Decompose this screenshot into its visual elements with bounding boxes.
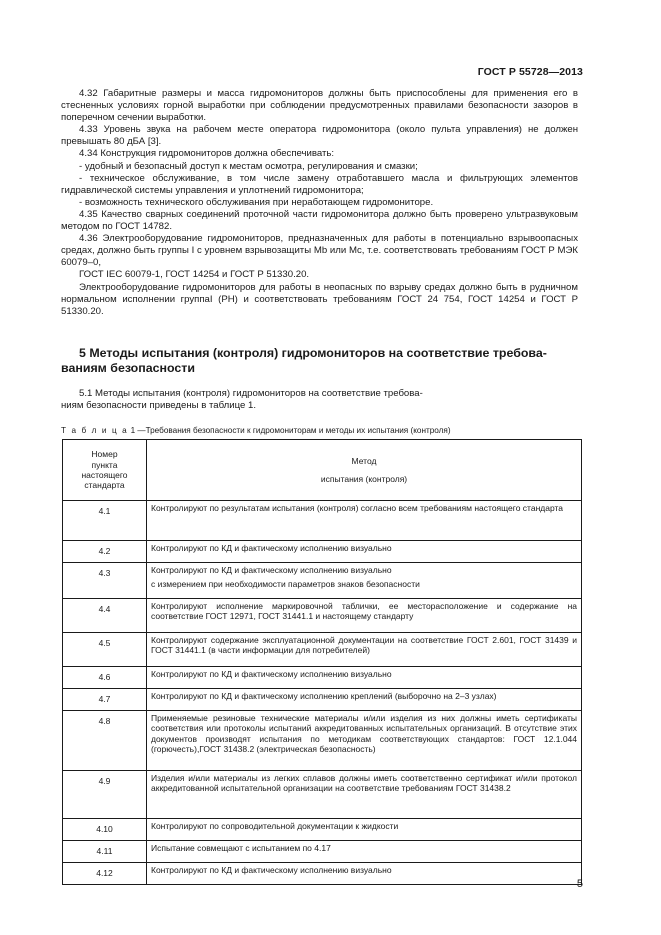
table-row bbox=[63, 689, 582, 711]
table-body bbox=[63, 501, 582, 885]
row-clause-number: 4.10 bbox=[63, 819, 147, 841]
list-item-idle-service: - возможность технического обслуживания при неработающем гидромониторе. bbox=[79, 196, 434, 208]
row-clause-number: 4.4 bbox=[63, 599, 147, 633]
method-line: Контролируют исполнение маркировочной таблички, ее месторасположение и содержание на соответствие ГОСТ 12971, ГОСТ 31441.1 и настоящему стандарту bbox=[151, 601, 577, 622]
method-line: Контролируют по КД и фактическому исполнению визуально bbox=[151, 543, 392, 553]
row-clause-number: 4.1 bbox=[63, 501, 147, 541]
table-row bbox=[63, 501, 582, 541]
table-row bbox=[63, 711, 582, 771]
method-line: Контролируют по сопроводительной документации к жидкости bbox=[151, 821, 399, 831]
table-row bbox=[63, 541, 582, 563]
row-method-text bbox=[147, 667, 582, 689]
row-clause-number: 4.2 bbox=[63, 541, 147, 563]
body-text bbox=[61, 88, 578, 318]
row-clause-number: 4.5 bbox=[63, 633, 147, 667]
requirements-table bbox=[62, 439, 582, 885]
method-line: Контролируют по КД и фактическому исполнению визуально bbox=[151, 565, 392, 575]
row-method-text bbox=[147, 863, 582, 885]
section-title-line2: ваниям безопасности bbox=[61, 361, 195, 375]
document-header-id: ГОСТ Р 55728—2013 bbox=[477, 66, 583, 78]
row-clause-number: 4.11 bbox=[63, 841, 147, 863]
row-clause-number: 4.7 bbox=[63, 689, 147, 711]
row-method-text bbox=[147, 541, 582, 563]
list-item-access: - удобный и безопасный доступ к местам осмотра, регулирования и смазки; bbox=[79, 160, 418, 172]
paragraph-4-36-cont: ГОСТ IEC 60079-1, ГОСТ 14254 и ГОСТ Р 51330.20. bbox=[79, 269, 310, 281]
row-method-text bbox=[147, 841, 582, 863]
paragraph-electrical-safe: Электрооборудование гидромониторов для работы в неопасных по взрыву средах должно быть в рудничном нормальном исполнении группаI (PH) и соответствовать требованиям ГОСТ 24 754, ГОСТ 14254 и ГОСТ Р 51330.20. bbox=[61, 281, 578, 317]
table-row bbox=[63, 633, 582, 667]
table-row bbox=[63, 819, 582, 841]
section-title bbox=[61, 346, 578, 376]
section-title-line1: 5 Методы испытания (контроля) гидромониторов на соответствие требова- bbox=[79, 346, 547, 360]
section-intro bbox=[61, 388, 541, 412]
method-line: Контролируют по КД и фактическому исполнению визуально bbox=[151, 865, 392, 875]
row-clause-number: 4.6 bbox=[63, 667, 147, 689]
row-method-text bbox=[147, 563, 582, 599]
row-clause-number: 4.8 bbox=[63, 711, 147, 771]
method-line: Изделия и/или материалы из легких сплавов должны иметь соответственно сертификат и/или протокол аккредитованной испытательной организации на соответствие требованиям ГОСТ 31438.2 bbox=[151, 773, 577, 794]
table-row bbox=[63, 863, 582, 885]
paragraph-4-34: 4.34 Конструкция гидромониторов должна обеспечивать: bbox=[79, 148, 335, 160]
table-row bbox=[63, 563, 582, 599]
method-line: Контролируют содержание эксплуатационной документации на соответствие ГОСТ 2.601, ГОСТ 31439 и ГОСТ 31441.1 (в части информации для потребителей) bbox=[151, 635, 577, 656]
table-row bbox=[63, 667, 582, 689]
method-line: Контролируют по КД и фактическому исполнению креплений (выборочно на 2–3 узлах) bbox=[151, 691, 497, 701]
method-line: Контролируют по КД и фактическому исполнению визуально bbox=[151, 669, 392, 679]
method-line: Применяемые резиновые технические материалы и/или изделия из них должны иметь сертификаты соответствия или протоколы испытаний аккредитованных испытательных организаций. В отсутствие этих документов производят испытания по методикам соответствующих стандартов: ГОСТ 12.1.044 (горючесть),ГОСТ 31438.2 (электрическая безопасность) bbox=[151, 713, 577, 755]
table-row bbox=[63, 771, 582, 819]
row-clause-number: 4.12 bbox=[63, 863, 147, 885]
paragraph-4-35: 4.35 Качество сварных соединений проточной части гидромонитора должно быть проверено ультразвуковым методом по ГОСТ 14782. bbox=[61, 208, 578, 233]
method-line: Контролируют по результатам испытания (контроля) согласно всем требованиям настоящего стандарта bbox=[151, 503, 564, 513]
row-method-text bbox=[147, 501, 582, 541]
header-clause-number: Номер пункта настоящего стандарта bbox=[63, 440, 147, 501]
list-item-maintenance: - техническое обслуживание, в том числе замену отработавшего масла и фильтрующих элементов гидравлической системы управления и уплотнений гидромонитора; bbox=[61, 172, 578, 196]
row-method-text bbox=[147, 633, 582, 667]
section-intro-line2: ниям безопасности приведены в таблице 1. bbox=[61, 400, 257, 412]
row-clause-number: 4.9 bbox=[63, 771, 147, 819]
page-number: 5 bbox=[576, 878, 583, 890]
method-line: Испытание совмещают с испытанием по 4.17 bbox=[151, 843, 331, 853]
row-method-text bbox=[147, 819, 582, 841]
row-method-text bbox=[147, 771, 582, 819]
table-caption-label: Т а б л и ц а bbox=[61, 426, 129, 435]
section-intro-line1: 5.1 Методы испытания (контроля) гидромониторов на соответствие требова- bbox=[79, 388, 423, 399]
table-caption-text: 1 —Требования безопасности к гидромониторам и методы их испытания (контроля) bbox=[128, 426, 451, 435]
row-method-text bbox=[147, 599, 582, 633]
row-method-text bbox=[147, 711, 582, 771]
paragraph-4-33: 4.33 Уровень звука на рабочем месте оператора гидромонитора (около пульта управления) не должен превышать 80 дБА [3]. bbox=[61, 124, 578, 148]
table-row bbox=[63, 841, 582, 863]
table-header-row bbox=[63, 440, 582, 501]
table-caption bbox=[61, 426, 451, 436]
header-test-method: Метод испытания (контроля) bbox=[147, 440, 582, 501]
method-line: с измерением при необходимости параметров знаков безопасности bbox=[151, 579, 420, 590]
row-clause-number: 4.3 bbox=[63, 563, 147, 599]
table-row bbox=[63, 599, 582, 633]
row-method-text bbox=[147, 689, 582, 711]
paragraph-4-32: 4.32 Габаритные размеры и масса гидромониторов должны быть приспособлены для применения его в стесненных условиях горной выработки при соблюдении предусмотренных правилами безопасности зазоров в поперечном сечении выработки. bbox=[61, 88, 578, 124]
paragraph-4-36: 4.36 Электрооборудование гидромониторов, предназначенных для работы в потенциально взрывоопасных средах, должно быть группы I с уровнем взрывозащиты Mb или Mc, т.е. соответствовать требованиям ГОСТ Р МЭК 60079–0, bbox=[61, 233, 578, 269]
